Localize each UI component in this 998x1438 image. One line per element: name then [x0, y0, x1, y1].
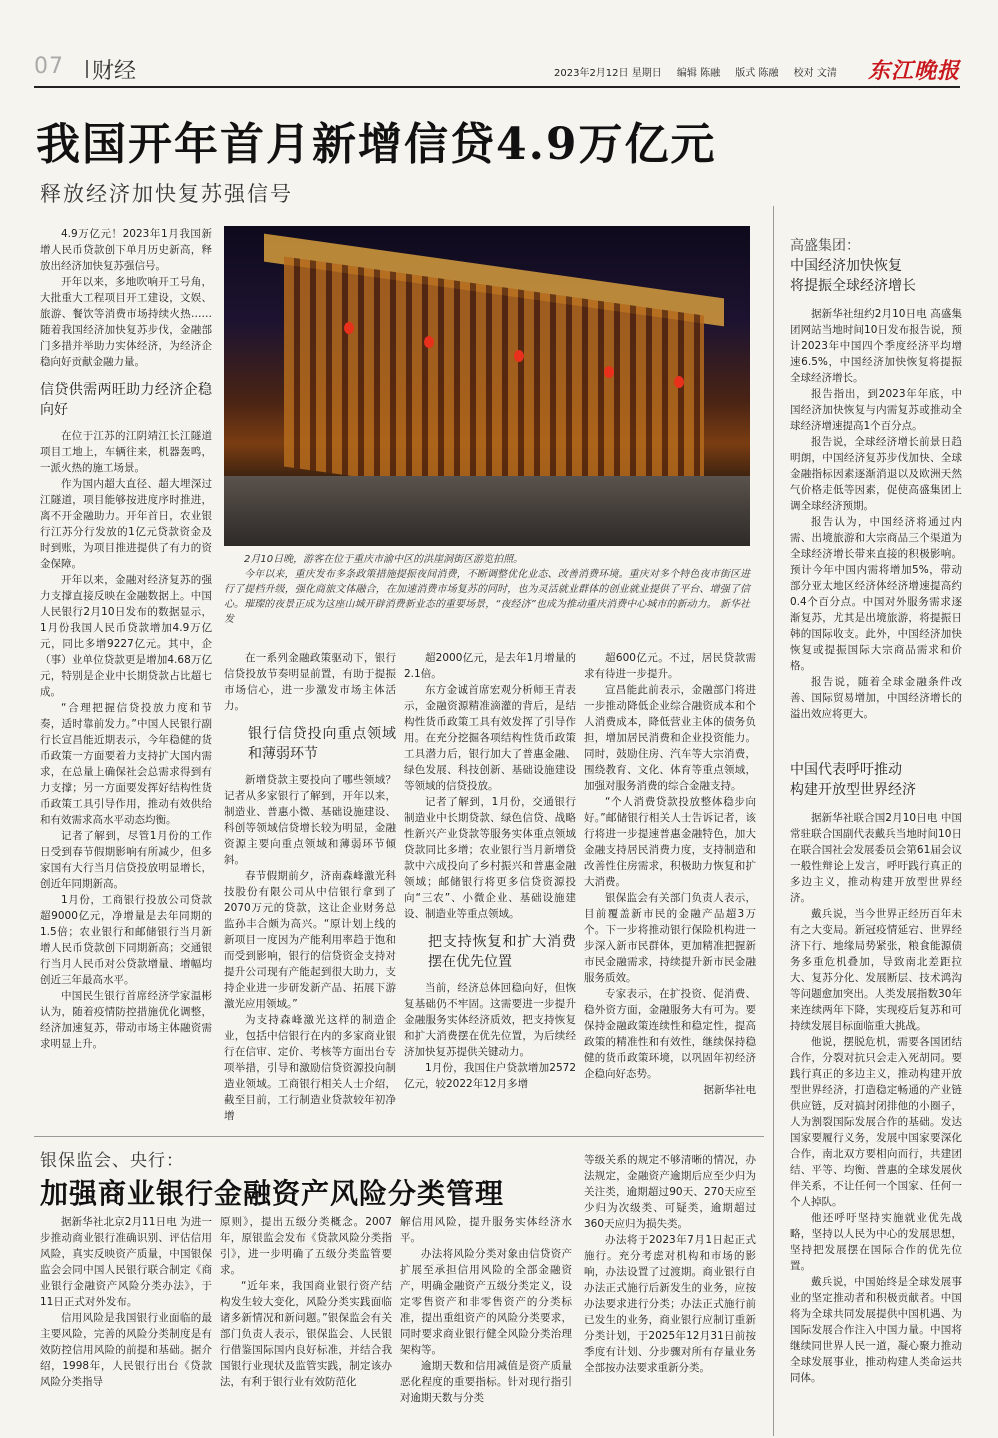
photo-ground [224, 476, 750, 546]
paragraph: 逾期天数和信用减值是资产质量恶化程度的重要指标。针对现行指引对逾期天数与分类 [400, 1360, 572, 1404]
lantern-icon [424, 336, 434, 348]
paragraph: 解信用风险，提升服务实体经济水平。 [400, 1216, 572, 1244]
side-title-line: 中国代表呼吁推动 [790, 762, 902, 778]
paragraph: 信用风险是我国银行业面临的最主要风险，完善的风险分类制度是有效防控信用风险的前提和基础。据介绍，1998年，人民银行出台《贷款风险分类指导 [40, 1312, 212, 1388]
paragraph: 开年以来，金融对经济复苏的强力支撑直接反映在金融数据上。中国人民银行2月10日发布的数据显示，1月份我国人民币贷款增加4.9万亿元，同比多增9227亿元。其中，企（事）业单位贷款更是增加4.68万亿元，特别是企业中长期贷款占比超七成。 [40, 574, 212, 698]
lead-column-2 [224, 650, 396, 1124]
bottom-column-2 [220, 1214, 392, 1390]
paragraph: 等级关系的规定不够清晰的情况，办法规定，金融资产逾期后应至少归为关注类，逾期超过90天、270天应至少归为次级类、可疑类，逾期超过360天应归为损失类。 [584, 1154, 756, 1230]
header-meta [554, 64, 849, 79]
lantern-icon [344, 322, 354, 334]
side-title-line: 构建开放型世界经济 [790, 782, 916, 798]
paragraph: 1月份，工商银行投放公司贷款超9000亿元，净增量是去年同期的1.5倍；农业银行和邮储银行当月新增人民币贷款创下同期新高；交通银行当月人民币对公贷款增量、增幅均创近三年最高水平。 [40, 894, 212, 986]
proof-credit: 校对 文清 [793, 68, 837, 79]
paragraph: 新增贷款主要投向了哪些领域？记者从多家银行了解到，开年以来，制造业、普惠小微、基础设施建设、科创等领域信贷增长较为明显，金融资源主要向重点领域和薄弱环节倾斜。 [224, 774, 396, 866]
paragraph: 办法将风险分类对象由信贷资产扩展至承担信用风险的全部金融资产，明确金融资产五级分类定义，设定零售资产和非零售资产的分类标准，提出重组资产的风险分类要求，同时要求商业银行健全风险分类治理架构等。 [400, 1248, 572, 1356]
side-title-line: 中国经济加快恢复 [790, 258, 902, 274]
lead-column-4 [584, 650, 756, 1098]
paragraph: 戴兵说，当今世界正经历百年未有之大变局。新冠疫情延宕、世界经济下行、地缘局势紧张，粮食能源债务多重危机叠加，导致南北差距拉大、复苏分化、发展断层、技术鸿沟等问题愈加突出。人类发展指数30年来连续两年下降，实现疫后复苏和可持续发展目标面临重大挑战。 [790, 908, 962, 1032]
caption-line: 2月10日晚，游客在位于重庆市渝中区的洪崖洞街区游览拍照。 [244, 554, 524, 565]
subheading: 信贷供需两旺助力经济企稳向好 [40, 382, 212, 418]
layout-credit: 版式 陈融 [735, 68, 779, 79]
side-title-line: 将提振全球经济增长 [790, 278, 916, 294]
paragraph: 据新华社北京2月11日电 为进一步推动商业银行准确识别、评估信用风险，真实反映资产质量，中国银保监会会同中国人民银行联合制定《商业银行金融资产风险分类办法》，于11日正式对外发布。 [40, 1216, 212, 1308]
paragraph: 他还呼吁坚持实施就业优先战略，坚持以人民为中心的发展思想，坚持把发展摆在国际合作的优先位置。 [790, 1212, 962, 1272]
paragraph: 据新华社联合国2月10日电 中国常驻联合国副代表戴兵当地时间10日在联合国社会发展委员会第61届会议一般性辩论上发言，呼吁践行真正的多边主义，推动构建开放型世界经济。 [790, 812, 962, 904]
lantern-icon [604, 366, 614, 378]
paragraph: 开年以来，多地吹响开工号角，大批重大工程项目开工建设，文娱、旅游、餐饮等消费市场持续火热……随着我国经济加快复苏步伐，金融部门多措并举助力实体经济，为经济企稳向好贡献金融力量。 [40, 276, 212, 368]
paragraph: 在一系列金融政策驱动下，银行信贷投放节奏明显前置，有助于提振市场信心，进一步激发市场主体活力。 [224, 652, 396, 712]
paragraph: 报告指出，到2023年年底，中国经济加快恢复与内需复苏或推动全球经济增速提高1个百分点。 [790, 388, 962, 432]
paragraph: 超600亿元。不过，居民贷款需求有待进一步提升。 [584, 652, 756, 680]
paragraph: 报告认为，中国经济将通过内需、出境旅游和大宗商品三个渠道为全球经济增长带来直接的积极影响。预计今年中国内需将增加5%，带动部分亚太地区经济体经济增速提高约0.4个百分点。中国对外服务需求逐渐复苏，尤其是出境旅游，将提振日韩的国际收支。此外，中国经济加快恢复或提振国际大宗商品需求和价格。 [790, 516, 962, 672]
paragraph: 办法将于2023年7月1日起正式施行。充分考虑对机构和市场的影响，办法设置了过渡期。商业银行自办法正式施行后新发生的业务，应按办法要求进行分类；办法正式施行前已发生的业务，商业银行应制订重新分类计划，于2025年12月31日前按季度有计划、分步骤对所有存量业务全部按办法要求重新分类。 [584, 1234, 756, 1374]
paragraph: 他说，摆脱危机，需要各国团结合作，分裂对抗只会走入死胡同。要践行真正的多边主义，推动构建开放型世界经济，打造稳定畅通的产业链供应链，反对搞封闭排他的小圈子，人为割裂国际发展合作的基础。发达国家要履行义务，发展中国家要深化合作，南北双方要相向而行，共建团结、平等、均衡、普惠的全球发展伙伴关系，不让任何一个国家、任何一个人掉队。 [790, 1036, 962, 1208]
lantern-icon [674, 376, 684, 388]
paragraph: 银保监会有关部门负责人表示，目前覆盖新市民的金融产品超3万个。下一步将推动银行保险机构进一步深入新市民群体，更加精准把握新市民金融需求，持续提升新市民金融服务质效。 [584, 892, 756, 984]
bottom-column-1 [40, 1214, 212, 1390]
lantern-icon [514, 350, 524, 362]
paragraph: 据新华社纽约2月10日电 高盛集团网站当地时间10日发布报告说，预计2023年中国四个季度经济平均增速6.5%，中国经济加快恢复将提振全球经济增长。 [790, 308, 962, 384]
paragraph: 4.9万亿元！2023年1月我国新增人民币贷款创下单月历史新高，释放出经济加快复苏强信号。 [40, 228, 212, 272]
paragraph: 记者了解到，1月份，交通银行制造业中长期贷款、绿色信贷、战略性新兴产业贷款等服务实体重点领域贷款同比多增；农业银行当月新增贷款中六成投向了乡村振兴和普惠金融领域；邮储银行将更多信贷资源投向“三农”、小微企业、基础设施建设、制造业等重点领域。 [404, 796, 576, 920]
side-story-goldman [790, 236, 962, 722]
section-divider [34, 1136, 764, 1137]
paragraph: “合理把握信贷投放力度和节奏，适时靠前发力。”中国人民银行副行长宣昌能近期表示，今年稳健的货币政策一方面要着力支持扩大国内需求，在总量上确保社会总需求得到有力支撑；另一方面要发挥好结构性货币政策工具引导作用，推动有效供给和有效需求高水平动态均衡。 [40, 702, 212, 826]
paragraph: “个人消费贷款投放整体稳步向好。”邮储银行相关人士告诉记者，该行将进一步提速普惠金融特色，加大金融支持居民消费力度，支持制造和改善性住房需求，积极助力恢复和扩大消费。 [584, 796, 756, 888]
paragraph: 原则》，提出五级分类概念。2007年，原银监会发布《贷款风险分类指引》，进一步明确了五级分类监管要求。 [220, 1216, 392, 1276]
paragraph: 报告说，全球经济增长前景日趋明朗，中国经济复苏步伐加快、全球金融指标因素逐渐消退以及欧洲天然气价格走低等因素，促使高盛集团上调全球经济预期。 [790, 436, 962, 512]
page-header [34, 54, 960, 88]
paragraph: 戴兵说，中国始终是全球发展事业的坚定推动者和积极贡献者。中国将为全球共同发展提供中国机遇、为国际发展合作注入中国力量。中国将继续同世界人民一道，凝心聚力推动全球发展事业，推动构建人类命运共同体。 [790, 1276, 962, 1384]
news-photo [224, 226, 750, 546]
lead-subhead: 释放经济加快复苏强信号 [40, 182, 293, 206]
side-story-un [790, 760, 962, 1386]
side-headline [790, 760, 962, 800]
newspaper-logo: 东江晚报 [867, 58, 960, 84]
paragraph: “近年来，我国商业银行资产结构发生较大变化，风险分类实践面临诸多新情况和新问题。”银保监会有关部门负责人表示，银保监会、人民银行借鉴国际国内良好标准，并结合我国银行业现状及监管实践，制定该办法，有利于银行业有效防范化 [220, 1280, 392, 1388]
paragraph: 报告说，随着全球金融条件改善、国际贸易增加，中国经济增长的溢出效应将更大。 [790, 676, 962, 720]
caption-body: 今年以来，重庆发布多条政策措施提振夜间消费，不断调整优化业态、改善消费环境。重庆对多个特色夜市街区进行了提档升级，强化商旅文体融合，在加速消费市场复苏的同时，也为灵活就业群体的创业就业提供了平台、增强了信心。璀璨的夜景正成为这座山城开辟消费新业态的重要场景，“夜经济”也成为推动重庆消费中心城市的新动力。 新华社发 [224, 569, 750, 625]
subheading: 银行信贷投向重点领域和薄弱环节 [248, 726, 396, 762]
lead-column-1 [40, 226, 212, 1052]
paragraph: 在位于江苏的江阴靖江长江隧道项目工地上，车辆往来，机器轰鸣，一派火热的施工场景。 [40, 430, 212, 474]
page-number: 07 [34, 54, 64, 79]
header-divider [86, 60, 88, 78]
photo-credit: 新华社发 [224, 599, 750, 625]
paragraph: 1月份，我国住户贷款增加2572亿元，较2022年12月多增 [404, 1062, 576, 1090]
lead-headline: 我国开年首月新增信贷4.9万亿元 [36, 119, 717, 170]
subheading: 把支持恢复和扩大消费摆在优先位置 [428, 934, 576, 970]
side-headline [790, 236, 962, 296]
editor-credit: 编辑 陈融 [676, 68, 721, 79]
paragraph: 宣昌能此前表示，金融部门将进一步推动降低企业综合融资成本和个人消费成本，降低营业主体的债务负担，增加居民消费和企业投资能力。同时，鼓励住房、汽车等大宗消费，围绕教育、文化、体育等重点领域，加强对服务消费的综合金融支持。 [584, 684, 756, 792]
paragraph: 记者了解到，尽管1月份的工作日受到春节假期影响有所减少，但多家国有大行当月信贷投放明显增长，创近年同期新高。 [40, 830, 212, 890]
lead-column-3 [404, 650, 576, 1092]
column-divider [773, 206, 774, 1436]
section-name: 财经 [92, 59, 137, 84]
header-rule [34, 86, 960, 88]
paragraph: 中国民生银行首席经济学家温彬认为，随着疫情防控措施优化调整，经济加速复苏，带动市场主体融资需求明显上升。 [40, 990, 212, 1050]
paragraph: 当前，经济总体回稳向好，但恢复基础仍不牢固。这需要进一步提升金融服务实体经济质效，把支持恢复和扩大消费摆在优先位置，为后续经济加快复苏提供关键动力。 [404, 982, 576, 1058]
paragraph: 超2000亿元，是去年1月增量的2.1倍。 [404, 652, 576, 680]
bottom-headline: 加强商业银行金融资产风险分类管理 [40, 1177, 505, 1210]
paragraph: 作为国内超大直径、超大埋深过江隧道，项目能够按进度序时推进，离不开金融助力。开年首日，农业银行江苏分行发放的1亿元贷款资金及时到账，为项目推进提供了有力的资金保障。 [40, 478, 212, 570]
bottom-column-4 [584, 1152, 756, 1376]
byline: 据新华社电 [703, 1084, 756, 1096]
bottom-column-3 [400, 1214, 572, 1406]
bottom-kicker: 银保监会、央行： [40, 1151, 184, 1171]
photo-caption [224, 552, 750, 627]
paragraph: 为支持森峰激光这样的制造企业，包括中信银行在内的多家商业银行在信审、定价、考核等方面出台专项举措，引导和激励信贷资源投向制造业领域。工商银行相关人士介绍，截至目前，工行制造业贷款较年初净增 [224, 1014, 396, 1122]
side-kicker: 高盛集团： [790, 238, 860, 254]
paragraph: 东方金诚首席宏观分析师王青表示，金融资源精准滴灌的背后，是结构性货币政策工具有效发挥了引导作用。在充分挖掘各项结构性货币政策工具潜力后，银行加大了普惠金融、绿色发展、科技创新、基础设施建设等领域的信贷投放。 [404, 684, 576, 792]
paragraph: 专家表示，在扩投资、促消费、稳外资方面，金融服务大有可为。要保持金融政策连续性和稳定性，提高政策的精准性和有效性，继续保持稳健的货币政策环境，以巩固年初经济企稳向好态势。 [584, 988, 756, 1080]
issue-date: 2023年2月12日 星期日 [554, 68, 662, 79]
paragraph: 春节假期前夕，济南森峰激光科技股份有限公司从中信银行拿到了2070万元的贷款，这让企业财务总监孙丰合颇为高兴。“原计划上线的新项目一度因为产能利用率趋于饱和而受到影响，银行的信贷资金支持对提升公司现有产能起到很大助力，支持企业进一步研发新产品、拓展下游激光应用领域。” [224, 870, 396, 1010]
